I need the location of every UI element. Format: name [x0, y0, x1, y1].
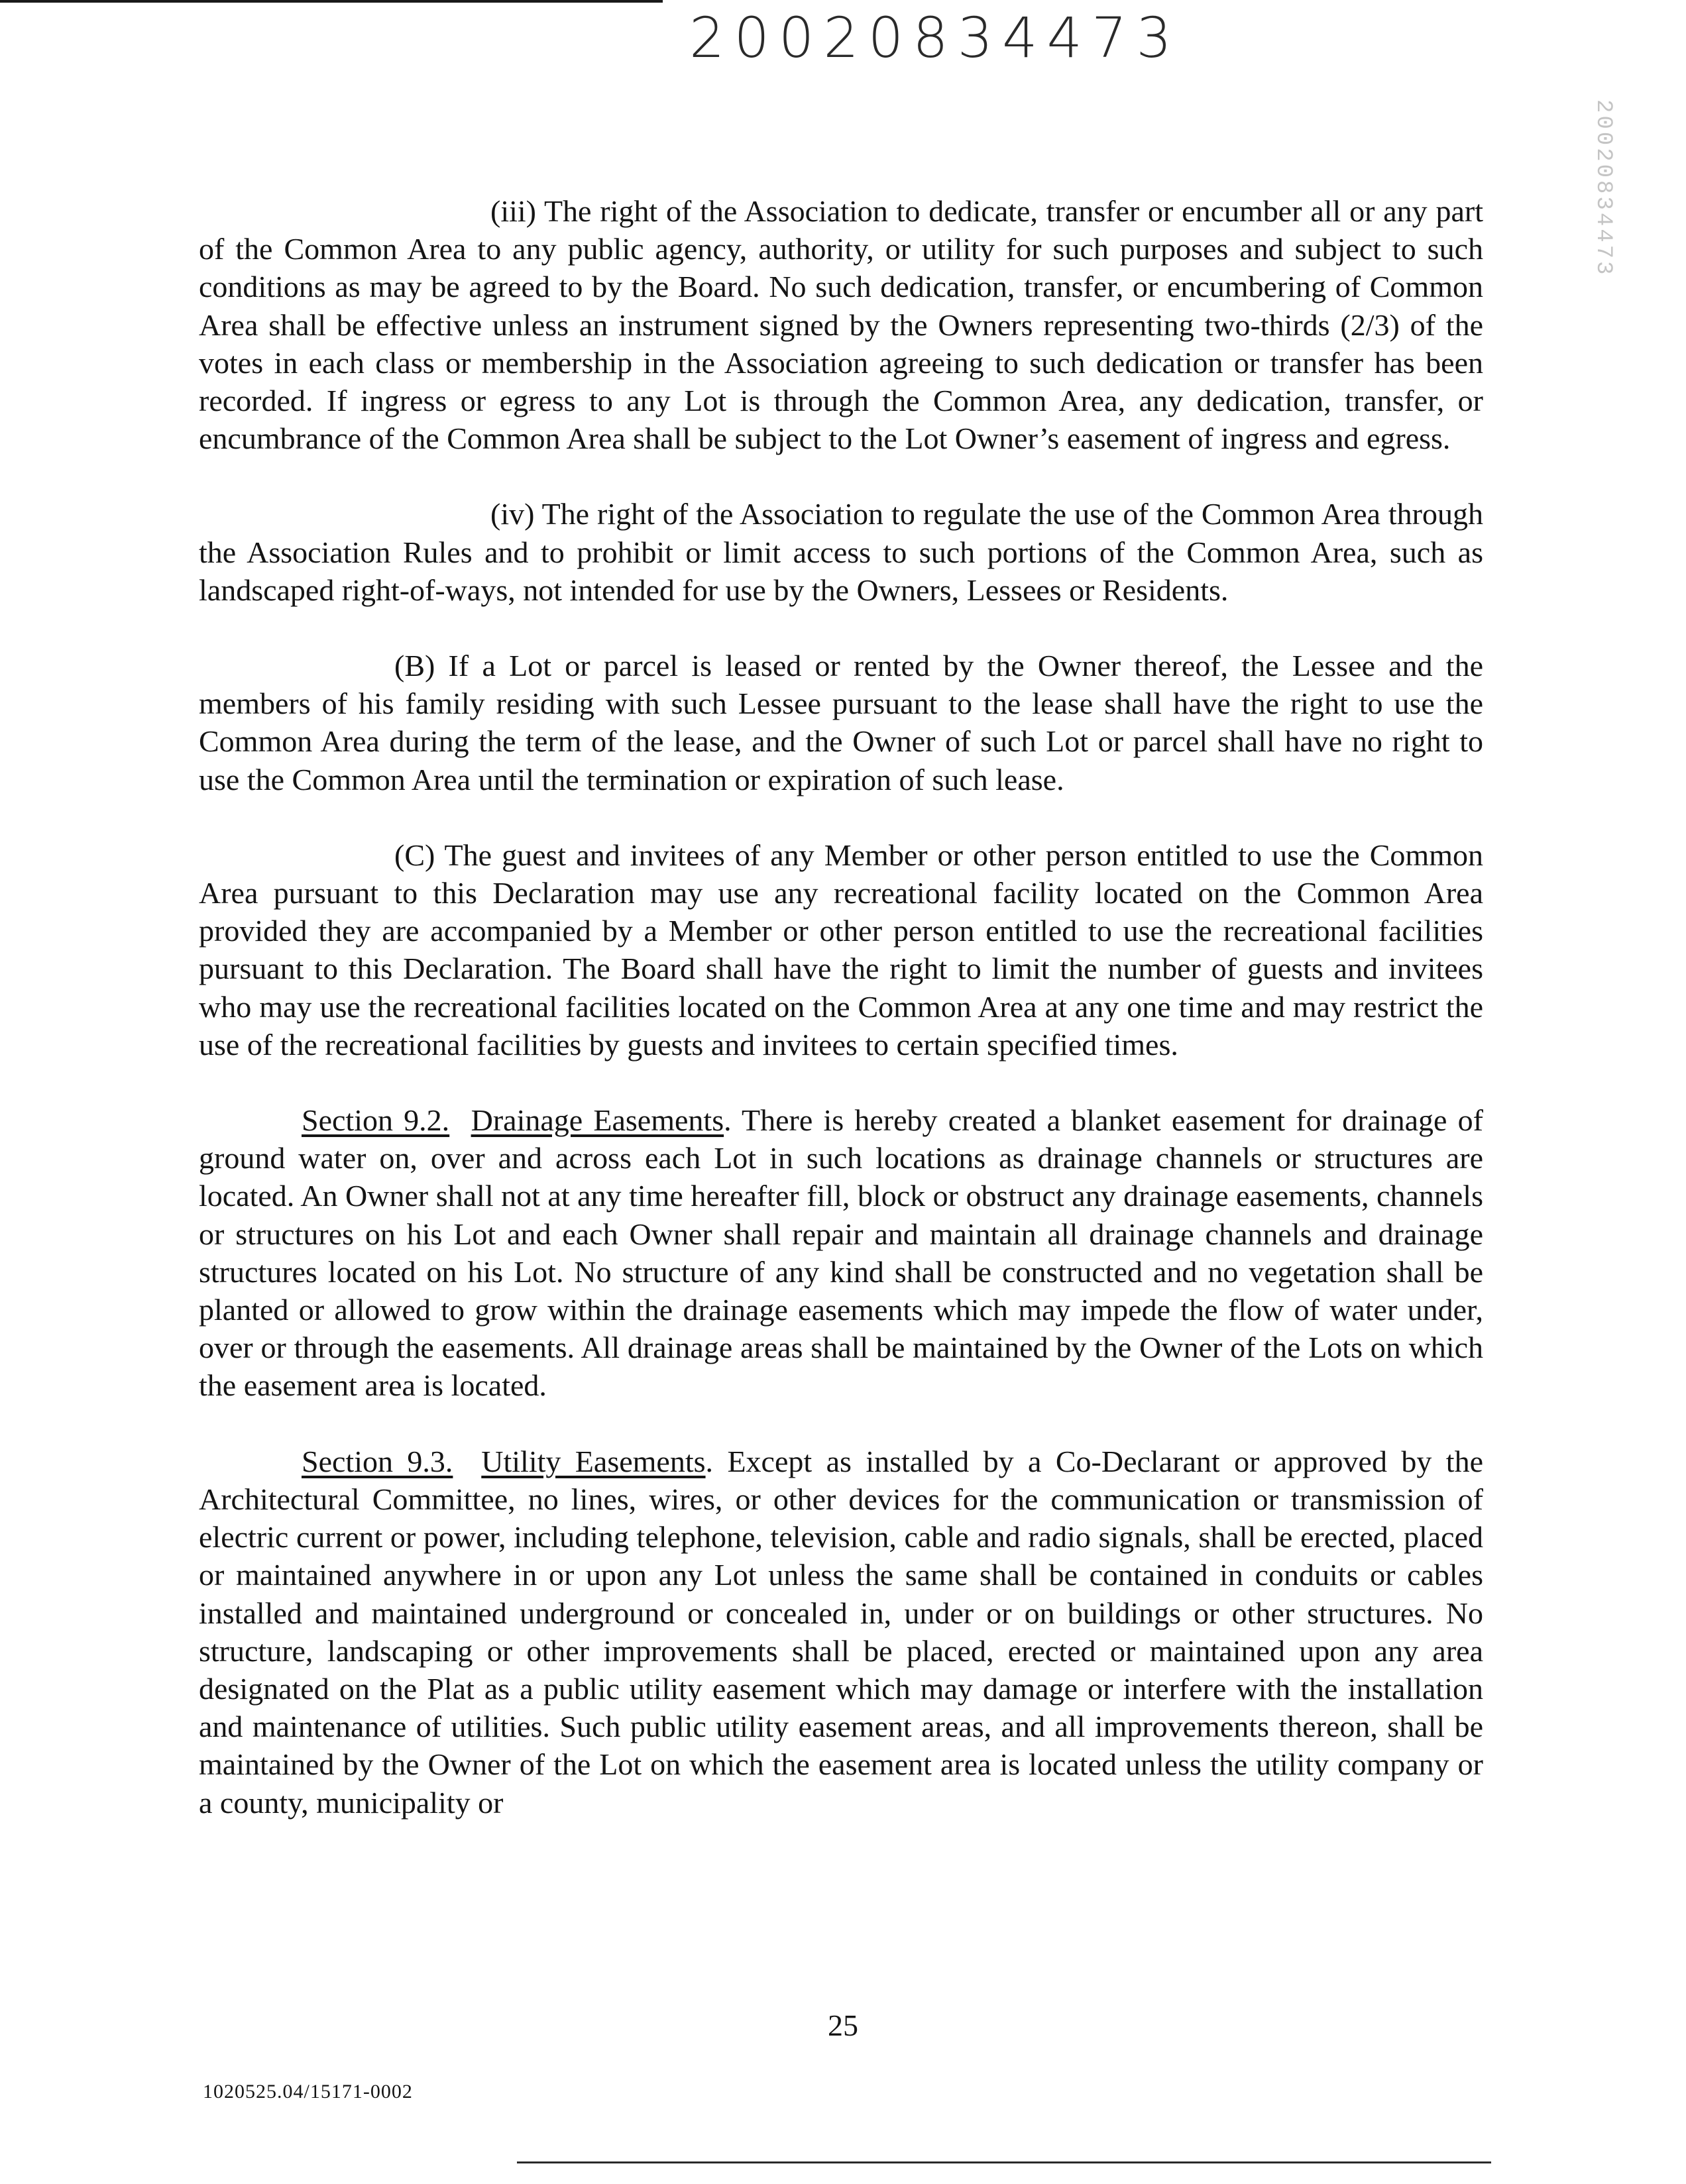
section-9-2 — [199, 1101, 1483, 1405]
paragraph-iv: (iv) The right of the Association to regulate the use of the Common Area through the Association Rules and to prohibit or limit access to such portions of the Common Area, such as landscaped right-of-ways, not intended for use by the Owners, Lessees or Residents. — [199, 497, 1483, 607]
section-9-3-heading: Section 9.3. — [302, 1444, 453, 1478]
document-number: 20020834473 — [689, 5, 1181, 70]
paragraph-iii: (iii) The right of the Association to dedicate, transfer or encumber all or any part of the Common Area to any public agency, authority, or utility for such purposes and subject to such conditions as may be agreed to by the Board. No such dedication, transfer, or encumbering of Common Area shall be effective unless an instrument signed by the Owners representing two-thirds (2/3) of the votes in each class or membership in the Association agreeing to such dedication or transfer has been recorded. If ingress or egress to any Lot is through the Common Area, any dedication, transfer, or encumbrance of the Common Area shall be subject to the Lot Owner’s easement of ingress and egress. — [199, 194, 1483, 456]
paragraph-c: (C) The guest and invitees of any Member or other person entitled to use the Common Area pursuant to this Declaration may use any recreational facility located on the Common Area provided they are accompanied by a Member or other person entitled to use the recreational facilities pursuant to this Declaration. The Board shall have the right to limit the number of guests and invitees who may use the recreational facilities located on the Common Area at any one time and may restrict the use of the recreational facilities by guests and invitees to certain specified times. — [199, 838, 1483, 1062]
section-9-2-body: . There is hereby created a blanket easement for drainage of ground water on, over and across each Lot in such locations as drainage channels or structures are located. An Owner shall not at any time hereafter fill, block or obstruct any drainage easements, channels or structures on his Lot and each Owner shall repair and maintain all drainage channels and drainage structures located on his Lot. No structure of any kind shall be constructed and no vegetation shall be planted or allowed to grow within the drainage easements which may impede the flow of water under, over or through the easements. All drainage areas shall be maintained by the Owner of the Lots on which the easement area is located. — [199, 1103, 1483, 1403]
bottom-scan-border — [517, 2161, 1491, 2163]
section-9-3-title: Utility Easements — [481, 1444, 706, 1478]
paragraph-b: (B) If a Lot or parcel is leased or rented by the Owner thereof, the Lessee and the members of his family residing with such Lessee pursuant to the lease shall have the right to use the Common Area during the term of the lease, and the Owner of such Lot or parcel shall have no right to use the Common Area until the termination or expiration of such lease. — [199, 649, 1483, 796]
section-9-2-title: Drainage Easements — [471, 1103, 724, 1138]
page-number: 25 — [828, 2008, 858, 2042]
side-stamp: 20020834473 — [1591, 99, 1616, 278]
top-scan-border — [0, 0, 663, 3]
footer-document-id: 1020525.04/15171-0002 — [203, 2081, 413, 2102]
page-body — [199, 192, 1483, 1822]
section-9-2-heading: Section 9.2. — [302, 1103, 450, 1138]
section-9-3-body: . Except as installed by a Co-Declarant or approved by the Architectural Committee, no lines, wires, or other devices for the communication or transmission of electric current or power, including telephone, television, cable and radio signals, shall be erected, placed or maintained anywhere in or upon any Lot unless the same shall be contained in conduits or cables installed and maintained underground or concealed in, under or on buildings or other structures. No structure, landscaping or other improvements shall be placed, erected or maintained upon any area designated on the Plat as a public utility easement which may damage or interfere with the installation and maintenance of utilities. Such public utility easement areas, and all improvements thereon, shall be maintained by the Owner of the Lot on which the easement area is located unless the utility company or a county, municipality or — [199, 1444, 1484, 1820]
section-9-3 — [199, 1443, 1483, 1822]
